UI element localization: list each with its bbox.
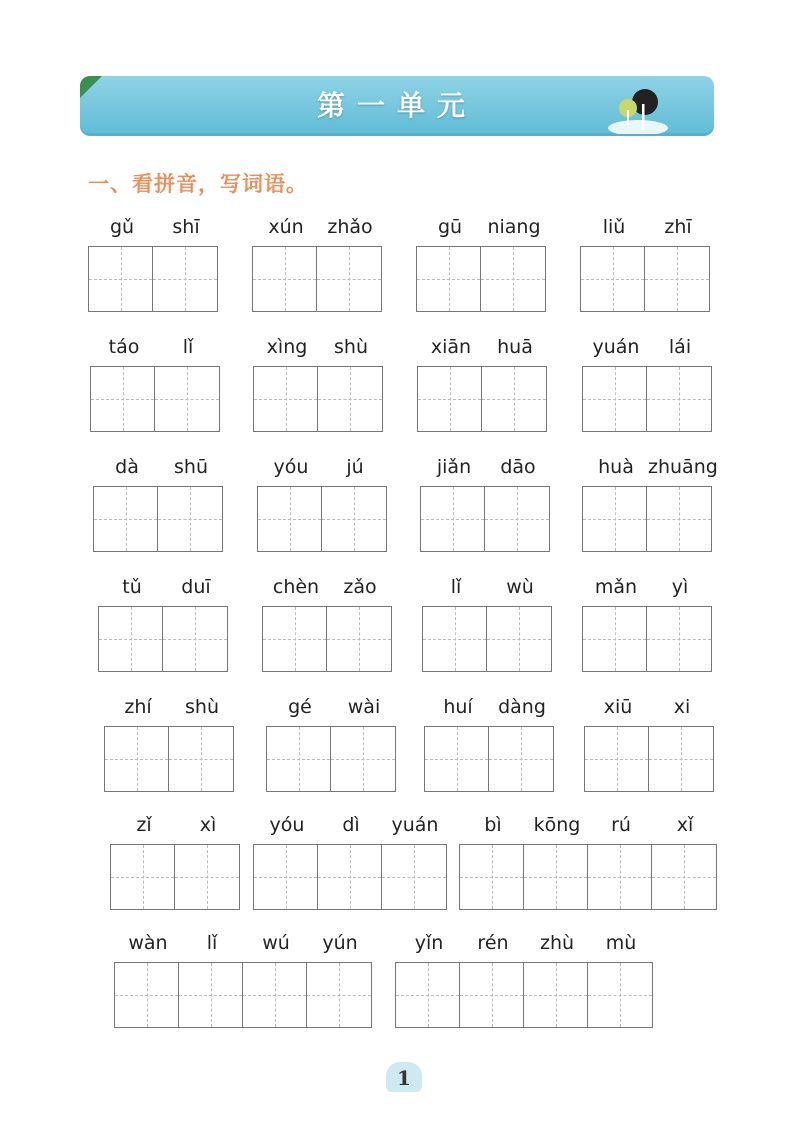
tianzige-boxes bbox=[582, 366, 712, 432]
pinyin-syllable: lǐ bbox=[182, 336, 194, 358]
pinyin-syllable: gū bbox=[437, 216, 463, 238]
pinyin-row bbox=[584, 696, 715, 726]
pinyin-syllable: chèn bbox=[272, 576, 320, 598]
pinyin-syllable: yóu bbox=[269, 814, 305, 836]
tianzige-boxes bbox=[252, 246, 382, 312]
tree-icon bbox=[608, 86, 668, 134]
word-6 bbox=[253, 336, 384, 433]
word-16 bbox=[582, 576, 713, 673]
pinyin-row bbox=[257, 456, 388, 486]
writing-cell[interactable] bbox=[588, 963, 652, 1027]
word-2 bbox=[252, 216, 383, 313]
writing-cell[interactable] bbox=[585, 727, 649, 791]
writing-cell[interactable] bbox=[583, 487, 647, 551]
tianzige-boxes bbox=[93, 486, 223, 552]
pinyin-row bbox=[114, 932, 373, 962]
writing-cell[interactable] bbox=[91, 367, 155, 431]
tianzige-boxes bbox=[253, 844, 447, 910]
writing-cell[interactable] bbox=[169, 727, 233, 791]
writing-cell[interactable] bbox=[254, 845, 318, 909]
tianzige-boxes bbox=[422, 606, 552, 672]
pinyin-row bbox=[424, 696, 555, 726]
pinyin-row bbox=[252, 216, 383, 246]
writing-cell[interactable] bbox=[153, 247, 217, 311]
word-20 bbox=[584, 696, 715, 793]
tianzige-boxes bbox=[98, 606, 228, 672]
pinyin-syllable: yuán bbox=[391, 814, 439, 836]
pinyin-row bbox=[104, 696, 235, 726]
word-7 bbox=[417, 336, 548, 433]
writing-cell[interactable] bbox=[318, 367, 382, 431]
pinyin-syllable: shī bbox=[172, 216, 200, 238]
writing-cell[interactable] bbox=[482, 367, 546, 431]
pinyin-syllable: huà bbox=[598, 456, 634, 478]
word-13 bbox=[98, 576, 229, 673]
tianzige-boxes bbox=[110, 844, 240, 910]
word-11 bbox=[420, 456, 551, 553]
pinyin-row bbox=[262, 576, 393, 606]
pinyin-syllable: lái bbox=[668, 336, 692, 358]
writing-cell[interactable] bbox=[421, 487, 485, 551]
section-title: 一、看拼音，写词语。 bbox=[88, 172, 308, 196]
tianzige-boxes bbox=[253, 366, 383, 432]
pinyin-syllable: shū bbox=[174, 456, 208, 478]
writing-cell[interactable] bbox=[487, 607, 551, 671]
page-number: 1 bbox=[386, 1062, 422, 1092]
writing-cell[interactable] bbox=[524, 845, 588, 909]
writing-cell[interactable] bbox=[647, 367, 711, 431]
writing-cell[interactable] bbox=[649, 727, 713, 791]
pinyin-syllable: shù bbox=[185, 696, 219, 718]
pinyin-syllable: mǎn bbox=[594, 576, 638, 598]
writing-cell[interactable] bbox=[89, 247, 153, 311]
word-17 bbox=[104, 696, 235, 793]
tianzige-boxes bbox=[266, 726, 396, 792]
word-1 bbox=[88, 216, 219, 313]
pinyin-syllable: yóu bbox=[273, 456, 309, 478]
pinyin-syllable: zhǎo bbox=[327, 216, 373, 238]
word-3 bbox=[416, 216, 547, 313]
writing-cell[interactable] bbox=[645, 247, 709, 311]
word-19 bbox=[424, 696, 555, 793]
pinyin-syllable: gé bbox=[288, 696, 312, 718]
writing-cell[interactable] bbox=[418, 367, 482, 431]
writing-cell[interactable] bbox=[417, 247, 481, 311]
writing-cell[interactable] bbox=[331, 727, 395, 791]
tianzige-boxes bbox=[90, 366, 220, 432]
tianzige-boxes bbox=[416, 246, 546, 312]
pinyin-syllable: rén bbox=[477, 932, 509, 954]
writing-cell[interactable] bbox=[581, 247, 645, 311]
pinyin-syllable: wài bbox=[347, 696, 381, 718]
tianzige-boxes bbox=[257, 486, 387, 552]
writing-cell[interactable] bbox=[647, 607, 711, 671]
pinyin-row bbox=[266, 696, 397, 726]
pinyin-syllable: yún bbox=[322, 932, 358, 954]
pinyin-syllable: lǐ bbox=[450, 576, 462, 598]
writing-cell[interactable] bbox=[588, 845, 652, 909]
word-4 bbox=[580, 216, 711, 313]
writing-cell[interactable] bbox=[111, 845, 175, 909]
pinyin-row bbox=[422, 576, 553, 606]
pinyin-syllable: jú bbox=[346, 456, 364, 478]
unit-banner bbox=[80, 76, 714, 136]
writing-cell[interactable] bbox=[485, 487, 549, 551]
writing-cell[interactable] bbox=[105, 727, 169, 791]
writing-cell[interactable] bbox=[115, 963, 179, 1027]
tianzige-boxes bbox=[395, 962, 653, 1028]
pinyin-syllable: zhù bbox=[539, 932, 575, 954]
writing-cell[interactable] bbox=[179, 963, 243, 1027]
pinyin-syllable: zǐ bbox=[136, 814, 152, 836]
writing-cell[interactable] bbox=[263, 607, 327, 671]
pinyin-syllable: wú bbox=[262, 932, 290, 954]
writing-cell[interactable] bbox=[524, 963, 588, 1027]
writing-cell[interactable] bbox=[460, 963, 524, 1027]
word-10 bbox=[257, 456, 388, 553]
word-21 bbox=[110, 814, 241, 911]
writing-cell[interactable] bbox=[254, 367, 318, 431]
writing-cell[interactable] bbox=[652, 845, 716, 909]
pinyin-syllable: zhī bbox=[664, 216, 692, 238]
writing-cell[interactable] bbox=[327, 607, 391, 671]
pinyin-syllable: shù bbox=[334, 336, 368, 358]
word-24 bbox=[114, 932, 373, 1029]
pinyin-syllable: dàng bbox=[498, 696, 546, 718]
pinyin-syllable: zhí bbox=[124, 696, 152, 718]
word-5 bbox=[90, 336, 221, 433]
writing-cell[interactable] bbox=[267, 727, 331, 791]
writing-cell[interactable] bbox=[253, 247, 317, 311]
pinyin-syllable: kōng bbox=[533, 814, 581, 836]
pinyin-syllable: wù bbox=[506, 576, 534, 598]
writing-cell[interactable] bbox=[99, 607, 163, 671]
pinyin-syllable: zǎo bbox=[343, 576, 377, 598]
writing-cell[interactable] bbox=[258, 487, 322, 551]
writing-cell[interactable] bbox=[317, 247, 381, 311]
pinyin-row bbox=[253, 336, 384, 366]
writing-cell[interactable] bbox=[175, 845, 239, 909]
word-23 bbox=[459, 814, 718, 911]
word-8 bbox=[582, 336, 713, 433]
pinyin-row bbox=[580, 216, 711, 246]
pinyin-row bbox=[90, 336, 221, 366]
pinyin-syllable: niang bbox=[487, 216, 541, 238]
word-12 bbox=[582, 456, 718, 553]
writing-cell[interactable] bbox=[158, 487, 222, 551]
tianzige-boxes bbox=[417, 366, 547, 432]
pinyin-syllable: jiǎn bbox=[436, 456, 472, 478]
pinyin-syllable: yǐn bbox=[414, 932, 444, 954]
pinyin-syllable: zhuāng bbox=[648, 456, 718, 478]
pinyin-syllable: huā bbox=[497, 336, 533, 358]
pinyin-syllable: yì bbox=[671, 576, 689, 598]
pinyin-syllable: tǔ bbox=[122, 576, 142, 598]
pinyin-row bbox=[93, 456, 224, 486]
pinyin-row bbox=[110, 814, 241, 844]
pinyin-syllable: táo bbox=[108, 336, 140, 358]
writing-cell[interactable] bbox=[583, 367, 647, 431]
tianzige-boxes bbox=[582, 606, 712, 672]
pinyin-syllable: xiū bbox=[603, 696, 633, 718]
writing-cell[interactable] bbox=[243, 963, 307, 1027]
writing-cell[interactable] bbox=[382, 845, 446, 909]
pinyin-syllable: xìng bbox=[266, 336, 308, 358]
pinyin-row bbox=[395, 932, 654, 962]
pinyin-row bbox=[417, 336, 548, 366]
pinyin-syllable: lǐ bbox=[206, 932, 218, 954]
tianzige-boxes bbox=[580, 246, 710, 312]
pinyin-row bbox=[582, 456, 718, 486]
pinyin-syllable: xi bbox=[673, 696, 691, 718]
pinyin-syllable: dāo bbox=[500, 456, 536, 478]
tianzige-boxes bbox=[104, 726, 234, 792]
pinyin-syllable: huí bbox=[443, 696, 473, 718]
unit-title: 第一单元 bbox=[316, 89, 477, 122]
pinyin-row bbox=[416, 216, 547, 246]
word-15 bbox=[422, 576, 553, 673]
pinyin-syllable: wàn bbox=[128, 932, 168, 954]
pinyin-syllable: mù bbox=[605, 932, 637, 954]
writing-cell[interactable] bbox=[481, 247, 545, 311]
writing-cell[interactable] bbox=[322, 487, 386, 551]
writing-cell[interactable] bbox=[425, 727, 489, 791]
tianzige-boxes bbox=[459, 844, 717, 910]
pinyin-row bbox=[459, 814, 718, 844]
tianzige-boxes bbox=[420, 486, 550, 552]
writing-cell[interactable] bbox=[583, 607, 647, 671]
writing-cell[interactable] bbox=[460, 845, 524, 909]
pinyin-syllable: yuán bbox=[592, 336, 640, 358]
pinyin-row bbox=[98, 576, 229, 606]
pinyin-syllable: xún bbox=[268, 216, 304, 238]
tianzige-boxes bbox=[584, 726, 714, 792]
tianzige-boxes bbox=[262, 606, 392, 672]
pinyin-syllable: xǐ bbox=[676, 814, 694, 836]
pinyin-syllable: xiān bbox=[430, 336, 472, 358]
tianzige-boxes bbox=[114, 962, 372, 1028]
word-9 bbox=[93, 456, 224, 553]
pinyin-syllable: bì bbox=[484, 814, 502, 836]
pinyin-syllable: duī bbox=[181, 576, 211, 598]
pinyin-syllable: gǔ bbox=[109, 216, 135, 238]
tianzige-boxes bbox=[582, 486, 712, 552]
pinyin-row bbox=[582, 576, 713, 606]
pinyin-row bbox=[253, 814, 448, 844]
word-18 bbox=[266, 696, 397, 793]
writing-cell[interactable] bbox=[163, 607, 227, 671]
pinyin-row bbox=[582, 336, 713, 366]
writing-cell[interactable] bbox=[318, 845, 382, 909]
writing-cell[interactable] bbox=[489, 727, 553, 791]
word-14 bbox=[262, 576, 393, 673]
pinyin-syllable: liǔ bbox=[602, 216, 626, 238]
tianzige-boxes bbox=[88, 246, 218, 312]
writing-cell[interactable] bbox=[94, 487, 158, 551]
word-25 bbox=[395, 932, 654, 1029]
pinyin-syllable: dì bbox=[342, 814, 360, 836]
pinyin-syllable: xì bbox=[199, 814, 217, 836]
word-22 bbox=[253, 814, 448, 911]
writing-cell[interactable] bbox=[647, 487, 711, 551]
writing-cell[interactable] bbox=[155, 367, 219, 431]
writing-cell[interactable] bbox=[423, 607, 487, 671]
tianzige-boxes bbox=[424, 726, 554, 792]
writing-cell[interactable] bbox=[307, 963, 371, 1027]
writing-cell[interactable] bbox=[396, 963, 460, 1027]
pinyin-syllable: rú bbox=[611, 814, 631, 836]
pinyin-syllable: dà bbox=[115, 456, 139, 478]
pinyin-row bbox=[420, 456, 551, 486]
pinyin-row bbox=[88, 216, 219, 246]
